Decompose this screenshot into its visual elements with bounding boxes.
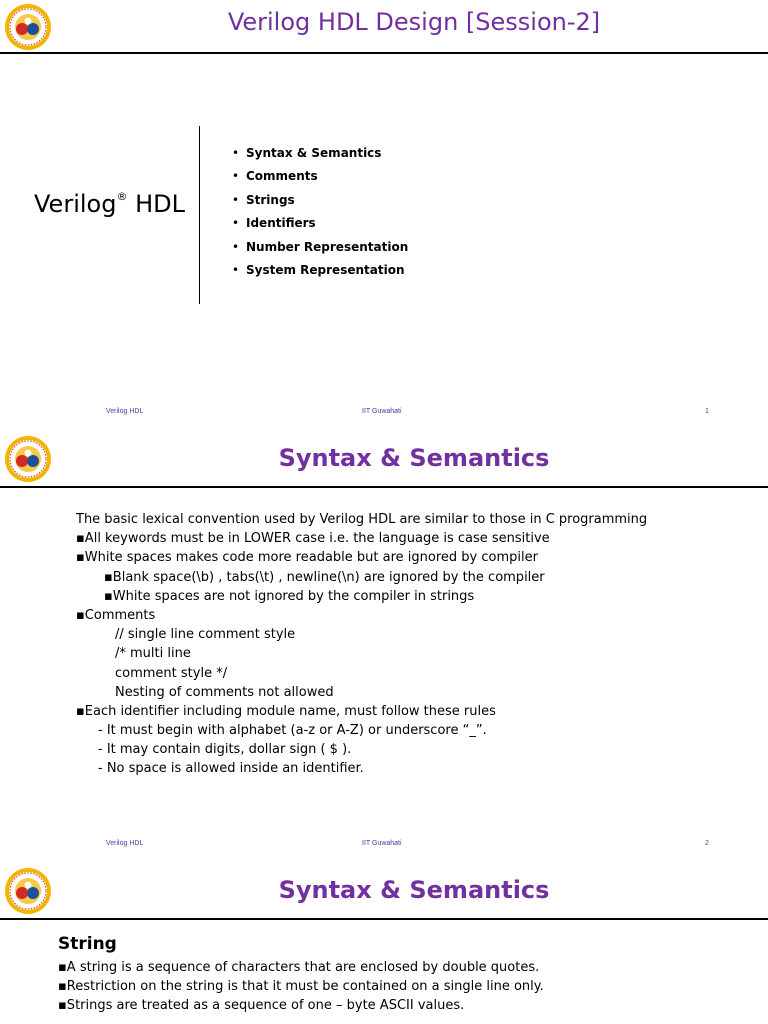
- footer-page-number: 1: [705, 408, 709, 415]
- body-line: // single line comment style: [115, 627, 296, 643]
- footer-page-number: 2: [705, 840, 709, 847]
- footer-course: Verilog HDL: [106, 840, 144, 847]
- body-line: Nesting of comments not allowed: [115, 684, 334, 700]
- iit-guwahati-logo: [2, 866, 54, 916]
- registered-mark: ®: [116, 190, 128, 203]
- body-line: The basic lexical convention used by Verilog HDL are similar to those in C programming: [76, 512, 648, 527]
- topic-item: • Number Representation: [232, 238, 408, 261]
- footer-institute: IIT Guwahati: [362, 840, 402, 847]
- title-divider: [0, 918, 768, 920]
- slide-2: [0, 432, 768, 864]
- body-line: - It may contain digits, dollar sign ( $ ).: [98, 742, 352, 758]
- body-line: ▪All keywords must be in LOWER case i.e. the language is case sensitive: [76, 531, 550, 547]
- vertical-divider: [199, 126, 200, 304]
- slide-title: Syntax & Semantics: [278, 444, 550, 472]
- topic-item: • Strings: [232, 191, 408, 214]
- hero-title: [34, 190, 185, 218]
- title-divider: [0, 52, 768, 54]
- body-line: ▪White spaces are not ignored by the compiler in strings: [104, 588, 475, 604]
- body-line: ▪Each identifier including module name, must follow these rules: [76, 703, 496, 719]
- slide-3: [0, 864, 768, 1024]
- body-line: ▪Strings are treated as a sequence of one – byte ASCII values.: [58, 998, 465, 1014]
- body-line: ▪Restriction on the string is that it must be contained on a single line only.: [58, 979, 544, 995]
- body-line: - No space is allowed inside an identifier.: [98, 761, 364, 777]
- topic-item: • System Representation: [232, 261, 408, 284]
- body-line: /* multi line: [115, 646, 191, 662]
- slide-1: [0, 0, 768, 432]
- body-line: comment style */: [115, 665, 228, 681]
- title-divider: [0, 486, 768, 488]
- footer-institute: IIT Guwahati: [362, 408, 402, 415]
- hero-title-text: Verilog: [34, 190, 117, 218]
- iit-guwahati-logo: [2, 2, 54, 52]
- iit-guwahati-logo: [2, 434, 54, 484]
- slide-title: Syntax & Semantics: [278, 876, 550, 904]
- topic-list: [232, 144, 408, 284]
- body-line: - It must begin with alphabet (a-z or A-Z) or underscore “_”.: [98, 723, 487, 739]
- topic-item: • Identifiers: [232, 214, 408, 237]
- section-heading: String: [58, 934, 117, 954]
- body-line: ▪Blank space(\b) , tabs(\t) , newline(\n) are ignored by the compiler: [104, 569, 545, 585]
- topic-item: • Comments: [232, 167, 408, 190]
- body-line: ▪White spaces makes code more readable but are ignored by compiler: [76, 550, 538, 566]
- slide-body: [76, 510, 647, 779]
- topic-item: • Syntax & Semantics: [232, 144, 408, 167]
- slide-title: Verilog HDL Design [Session-2]: [227, 8, 601, 36]
- body-line: ▪Comments: [76, 607, 156, 623]
- hero-title-suffix: HDL: [127, 190, 185, 218]
- slide-body: [58, 958, 544, 1016]
- footer-course: Verilog HDL: [106, 408, 144, 415]
- body-line: ▪A string is a sequence of characters that are enclosed by double quotes.: [58, 960, 540, 975]
